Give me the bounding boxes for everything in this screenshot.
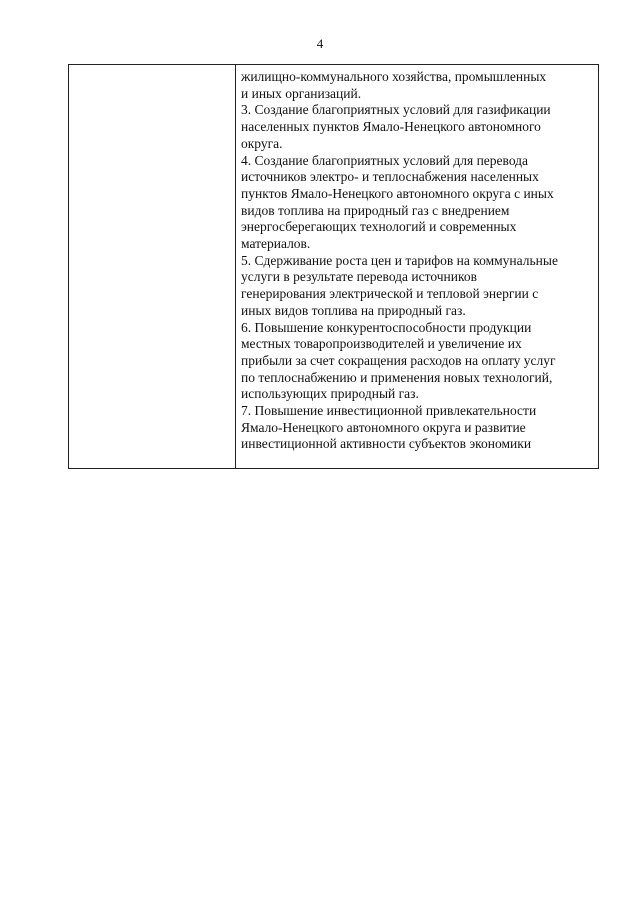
text-line: Ямало-Ненецкого автономного округа и развитие (241, 419, 526, 435)
table-row (69, 65, 599, 469)
text-line: пунктов Ямало-Ненецкого автономного округа с иных (241, 185, 554, 201)
text-line: иных видов топлива на природный газ. (241, 302, 466, 318)
text-line: 6. Повышение конкурентоспособности продукции (241, 319, 532, 335)
text-line: 7. Повышение инвестиционной привлекательности (241, 403, 537, 419)
text-line: энергосберегающих технологий и современных (241, 219, 517, 235)
text-line: 5. Сдерживание роста цен и тарифов на коммунальные (241, 252, 558, 268)
text-line: инвестиционной активности субъектов экономики (241, 436, 532, 452)
text-line: прибыли за счет сокращения расходов на оплату услуг (241, 352, 556, 368)
text-line: жилищно-коммунального хозяйства, промышленных (241, 69, 547, 84)
page-number: 4 (316, 36, 324, 51)
text-line: материалов. (241, 236, 311, 252)
text-line: по теплоснабжению и применения новых технологий, (241, 369, 553, 385)
text-line: и иных организаций. (241, 85, 362, 101)
table-cell-left (69, 65, 236, 469)
text-line: услуги в результате перевода источников (241, 269, 477, 285)
text-line: населенных пунктов Ямало-Ненецкого автономного (241, 119, 541, 135)
text-line: округа. (241, 135, 283, 151)
text-line: видов топлива на природный газ с внедрением (241, 202, 510, 218)
text-line: местных товаропроизводителей и увеличение их (241, 336, 522, 352)
text-line: источников электро- и теплоснабжения населенных (241, 169, 539, 185)
text-line: 3. Создание благоприятных условий для газификации (241, 102, 551, 118)
text-line: использующих природный газ. (241, 386, 419, 402)
document-table (68, 64, 599, 469)
text-line: 4. Создание благоприятных условий для перевода (241, 152, 529, 168)
table-cell-right (236, 65, 599, 469)
text-line: генерирования электрической и тепловой энергии с (241, 286, 539, 302)
